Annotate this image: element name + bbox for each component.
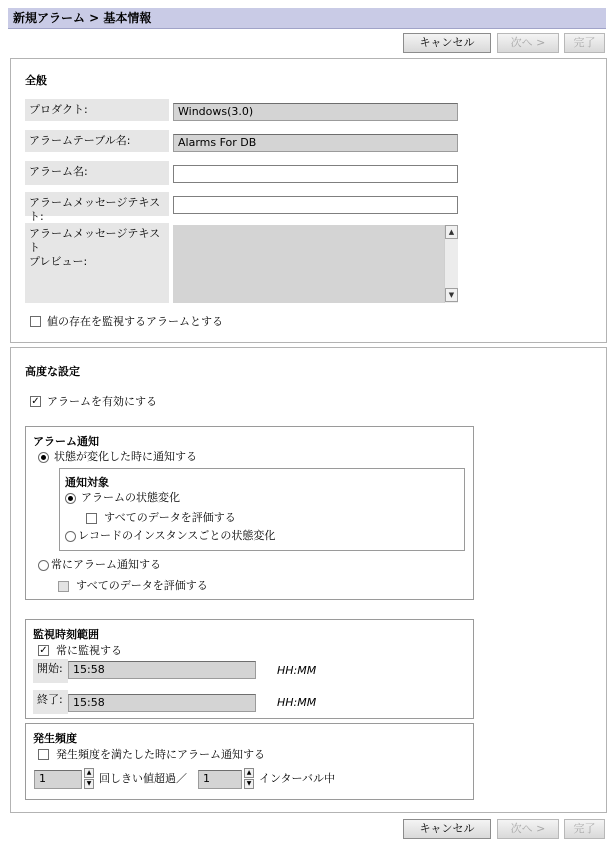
finish-button-bottom[interactable]: 完了 xyxy=(564,819,605,839)
start-time-field[interactable]: 15:58 xyxy=(68,661,256,679)
message-preview-label xyxy=(25,223,169,303)
next-button-bottom[interactable]: 次へ > xyxy=(497,819,559,839)
record-instance-radio[interactable] xyxy=(65,531,76,542)
spin-up-icon[interactable]: ▲ xyxy=(84,768,94,778)
next-button-top[interactable]: 次へ > xyxy=(497,33,559,53)
always-notify-radio[interactable] xyxy=(38,560,49,571)
cancel-button-top[interactable]: キャンセル xyxy=(403,33,491,53)
alarm-table-label: アラームテーブル名: xyxy=(25,130,169,152)
alarm-message-label: アラームメッセージテキスト: xyxy=(25,192,169,216)
alarm-table-field: Alarms For DB xyxy=(173,134,458,152)
threshold-count-spinner[interactable] xyxy=(84,768,94,790)
interval-text: インターバル中 xyxy=(259,772,336,785)
interval-count-field[interactable]: 1 xyxy=(198,770,242,789)
time-range-title: 監視時刻範囲 xyxy=(33,628,99,641)
end-time-label: 終了: xyxy=(33,690,68,714)
always-monitor-label: 常に監視する xyxy=(56,644,122,657)
always-monitor-checkbox[interactable]: ✓ xyxy=(39,645,48,656)
existence-checkbox[interactable] xyxy=(30,316,41,327)
threshold-count-field[interactable]: 1 xyxy=(34,770,82,789)
finish-button-top[interactable]: 完了 xyxy=(564,33,605,53)
frequency-notify-checkbox[interactable] xyxy=(38,749,49,760)
evaluate-all-label-2: すべてのデータを評価する xyxy=(76,579,208,592)
end-time-format-hint: HH:MM xyxy=(277,696,317,709)
always-notify-label: 常にアラーム通知する xyxy=(51,558,161,571)
interval-count-spinner[interactable] xyxy=(244,768,254,790)
notify-on-change-radio[interactable] xyxy=(38,452,49,463)
product-label: プロダクト: xyxy=(25,99,169,121)
message-preview-label-line2: プレビュー: xyxy=(29,255,88,268)
alarm-name-label: アラーム名: xyxy=(25,161,169,185)
message-preview-area xyxy=(173,225,444,303)
threshold-text: 回しきい値超過／ xyxy=(99,772,187,785)
start-time-format-hint: HH:MM xyxy=(277,664,317,677)
enable-alarm-checkbox[interactable]: ✓ xyxy=(31,396,40,407)
advanced-section-title: 高度な設定 xyxy=(25,365,80,378)
page-title: 新規アラーム > 基本情報 xyxy=(8,8,606,29)
cancel-button-bottom[interactable]: キャンセル xyxy=(403,819,491,839)
message-preview-label-line1: アラームメッセージテキスト xyxy=(29,227,161,254)
scroll-up-icon[interactable]: ▲ xyxy=(445,225,458,239)
spin-down-icon[interactable]: ▼ xyxy=(244,779,254,789)
end-time-field[interactable]: 15:58 xyxy=(68,694,256,712)
alarm-state-change-label: アラームの状態変化 xyxy=(81,491,180,504)
evaluate-all-checkbox-1[interactable] xyxy=(86,513,97,524)
general-section-title: 全般 xyxy=(25,74,47,87)
preview-scrollbar[interactable] xyxy=(444,225,458,303)
alarm-name-input[interactable] xyxy=(173,165,458,183)
frequency-title: 発生頻度 xyxy=(33,732,77,745)
record-instance-label: レコードのインスタンスごとの状態変化 xyxy=(78,529,276,542)
spin-up-icon[interactable]: ▲ xyxy=(244,768,254,778)
evaluate-all-checkbox-2[interactable] xyxy=(58,581,69,592)
alarm-notify-title: アラーム通知 xyxy=(33,435,99,448)
evaluate-all-label-1: すべてのデータを評価する xyxy=(104,511,236,524)
spin-down-icon[interactable]: ▼ xyxy=(84,779,94,789)
alarm-state-change-radio[interactable] xyxy=(65,493,76,504)
existence-checkbox-label: 値の存在を監視するアラームとする xyxy=(47,315,223,328)
frequency-notify-label: 発生頻度を満たした時にアラーム通知する xyxy=(56,748,265,761)
enable-alarm-label: アラームを有効にする xyxy=(47,395,157,408)
alarm-message-input[interactable] xyxy=(173,196,458,214)
notify-on-change-label: 状態が変化した時に通知する xyxy=(54,450,197,463)
start-time-label: 開始: xyxy=(33,659,68,683)
notify-target-title: 通知対象 xyxy=(65,476,109,489)
scroll-down-icon[interactable]: ▼ xyxy=(445,288,458,302)
product-field: Windows(3.0) xyxy=(173,103,458,121)
